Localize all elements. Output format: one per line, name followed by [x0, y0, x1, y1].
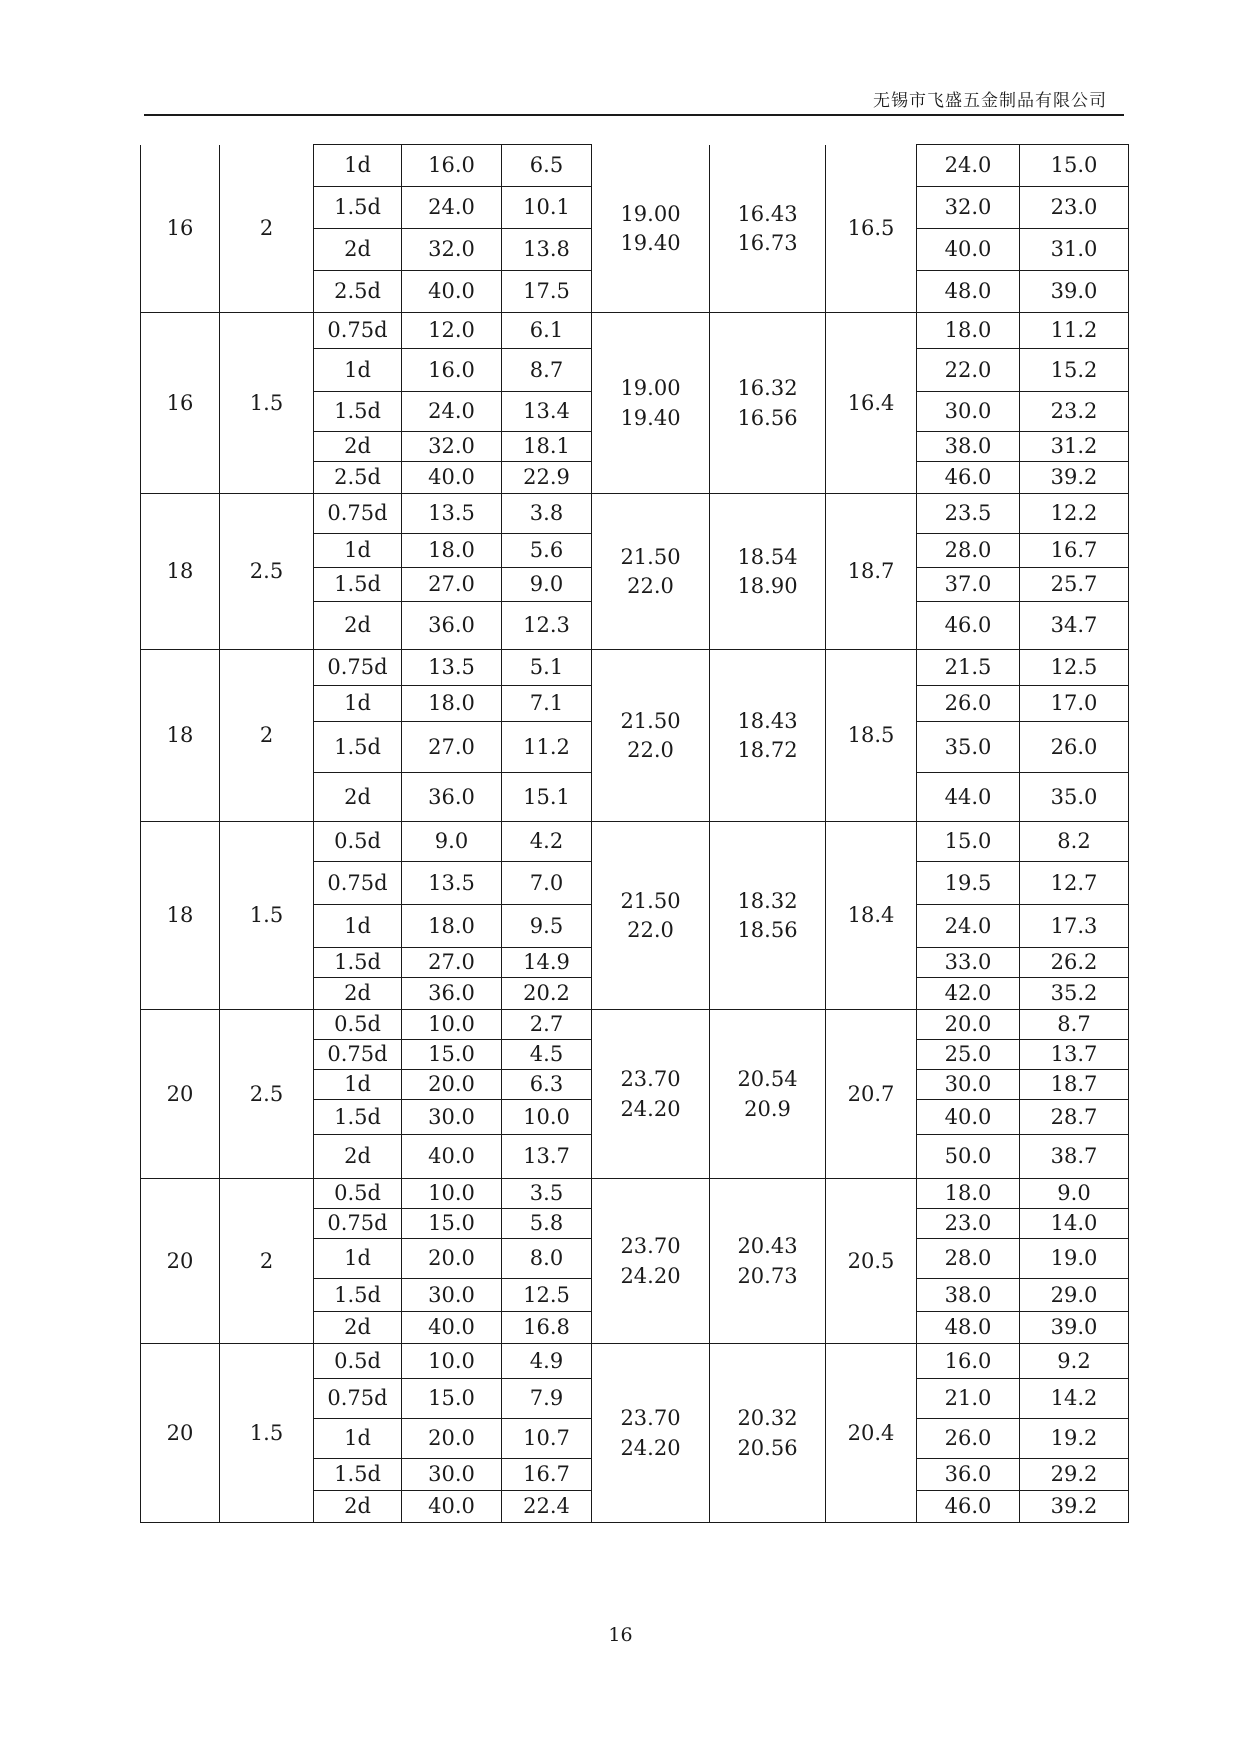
size-cell: 16.5: [826, 145, 917, 313]
value-cell: 12.2: [1020, 494, 1129, 534]
value-cell: 37.0: [917, 568, 1020, 602]
nominal-diameter-cell: 18: [141, 822, 220, 1010]
range-b-cell: [710, 313, 826, 494]
value-cell: 16.8: [502, 1312, 592, 1344]
table-row: [141, 313, 1129, 349]
length-ratio-cell: 0.75d: [314, 313, 402, 349]
thread-spec-table-container: [140, 144, 1129, 1523]
value-cell: 6.5: [502, 145, 592, 187]
value-cell: 15.1: [502, 773, 592, 822]
value-cell: 34.7: [1020, 602, 1129, 650]
length-value-cell: 10.0: [402, 1179, 502, 1209]
pitch-cell: 2.5: [220, 494, 314, 650]
value-cell: 3.5: [502, 1179, 592, 1209]
value-cell: 31.0: [1020, 229, 1129, 271]
table-row: [141, 494, 1129, 534]
value-cell: 17.5: [502, 271, 592, 313]
length-ratio-cell: 1d: [314, 686, 402, 722]
value-cell: 25.0: [917, 1040, 1020, 1070]
value-cell: 8.0: [502, 1239, 592, 1279]
value-cell: 48.0: [917, 271, 1020, 313]
length-value-cell: 16.0: [402, 145, 502, 187]
value-cell: 35.0: [917, 722, 1020, 773]
value-cell: 7.9: [502, 1379, 592, 1419]
value-cell: 8.7: [1020, 1010, 1129, 1040]
length-ratio-cell: 0.75d: [314, 862, 402, 905]
length-value-cell: 36.0: [402, 978, 502, 1010]
value-cell: 22.4: [502, 1491, 592, 1523]
value-cell: 7.0: [502, 862, 592, 905]
nominal-diameter-cell: 16: [141, 313, 220, 494]
range-a-cell-line: 21.50: [620, 888, 681, 913]
range-b-cell-line: 16.32: [737, 376, 798, 401]
value-cell: 46.0: [917, 462, 1020, 494]
table-row: [141, 822, 1129, 862]
value-cell: 16.0: [917, 1344, 1020, 1379]
value-cell: 24.0: [917, 905, 1020, 948]
value-cell: 7.1: [502, 686, 592, 722]
range-a-cell-line: 19.40: [620, 230, 681, 255]
length-value-cell: 36.0: [402, 602, 502, 650]
length-value-cell: 13.5: [402, 494, 502, 534]
value-cell: 12.3: [502, 602, 592, 650]
length-ratio-cell: 1d: [314, 1070, 402, 1100]
value-cell: 36.0: [917, 1459, 1020, 1491]
value-cell: 10.0: [502, 1100, 592, 1135]
range-b-cell-line: 20.54: [737, 1067, 798, 1092]
value-cell: 15.2: [1020, 349, 1129, 392]
length-value-cell: 30.0: [402, 1279, 502, 1312]
value-cell: 21.0: [917, 1379, 1020, 1419]
length-ratio-cell: 2d: [314, 978, 402, 1010]
value-cell: 6.3: [502, 1070, 592, 1100]
nominal-diameter-cell: 20: [141, 1010, 220, 1179]
length-ratio-cell: 0.5d: [314, 822, 402, 862]
header-divider: [144, 114, 1124, 116]
value-cell: 35.0: [1020, 773, 1129, 822]
length-value-cell: 13.5: [402, 862, 502, 905]
length-ratio-cell: 0.75d: [314, 1040, 402, 1070]
value-cell: 8.2: [1020, 822, 1129, 862]
length-value-cell: 27.0: [402, 722, 502, 773]
size-cell: 18.5: [826, 650, 917, 822]
value-cell: 15.0: [917, 822, 1020, 862]
length-ratio-cell: 1.5d: [314, 1279, 402, 1312]
length-value-cell: 10.0: [402, 1010, 502, 1040]
length-ratio-cell: 1d: [314, 905, 402, 948]
range-a-cell-line: 22.0: [627, 918, 674, 942]
range-b-cell: [710, 1010, 826, 1179]
length-value-cell: 13.5: [402, 650, 502, 686]
value-cell: 28.7: [1020, 1100, 1129, 1135]
size-cell: 20.5: [826, 1179, 917, 1344]
length-value-cell: 15.0: [402, 1209, 502, 1239]
length-ratio-cell: 2d: [314, 432, 402, 462]
value-cell: 18.0: [917, 313, 1020, 349]
value-cell: 5.8: [502, 1209, 592, 1239]
size-cell: 20.4: [826, 1344, 917, 1523]
value-cell: 3.8: [502, 494, 592, 534]
value-cell: 30.0: [917, 1070, 1020, 1100]
length-ratio-cell: 2d: [314, 229, 402, 271]
range-a-cell-line: 24.20: [620, 1263, 681, 1288]
range-a-cell-line: 24.20: [620, 1096, 681, 1121]
range-b-cell-line: 18.32: [737, 888, 798, 913]
pitch-cell: 1.5: [220, 822, 314, 1010]
range-a-cell: [592, 145, 710, 313]
range-a-cell: [592, 1179, 710, 1344]
length-value-cell: 18.0: [402, 534, 502, 568]
value-cell: 38.0: [917, 432, 1020, 462]
value-cell: 9.0: [502, 568, 592, 602]
length-value-cell: 20.0: [402, 1239, 502, 1279]
table-row: [141, 145, 1129, 187]
nominal-diameter-cell: 18: [141, 650, 220, 822]
value-cell: 39.2: [1020, 1491, 1129, 1523]
value-cell: 10.1: [502, 187, 592, 229]
table-row: [141, 1344, 1129, 1379]
value-cell: 15.0: [1020, 145, 1129, 187]
value-cell: 16.7: [502, 1459, 592, 1491]
value-cell: 42.0: [917, 978, 1020, 1010]
value-cell: 18.7: [1020, 1070, 1129, 1100]
range-a-cell-line: 21.50: [620, 708, 681, 733]
length-value-cell: 24.0: [402, 187, 502, 229]
value-cell: 30.0: [917, 392, 1020, 432]
nominal-diameter-cell: 20: [141, 1179, 220, 1344]
value-cell: 5.6: [502, 534, 592, 568]
value-cell: 5.1: [502, 650, 592, 686]
value-cell: 21.5: [917, 650, 1020, 686]
value-cell: 39.0: [1020, 271, 1129, 313]
length-ratio-cell: 0.75d: [314, 1379, 402, 1419]
range-a-cell-line: 19.00: [620, 376, 681, 401]
length-value-cell: 40.0: [402, 1135, 502, 1179]
pitch-cell: 1.5: [220, 1344, 314, 1523]
length-ratio-cell: 1d: [314, 349, 402, 392]
length-value-cell: 30.0: [402, 1100, 502, 1135]
pitch-cell: 2: [220, 145, 314, 313]
value-cell: 14.2: [1020, 1379, 1129, 1419]
table-row: [141, 1010, 1129, 1040]
length-value-cell: 12.0: [402, 313, 502, 349]
value-cell: 19.0: [1020, 1239, 1129, 1279]
length-ratio-cell: 2d: [314, 1312, 402, 1344]
range-b-cell-line: 20.9: [744, 1096, 791, 1121]
value-cell: 38.7: [1020, 1135, 1129, 1179]
value-cell: 46.0: [917, 1491, 1020, 1523]
value-cell: 11.2: [1020, 313, 1129, 349]
value-cell: 28.0: [917, 534, 1020, 568]
value-cell: 17.3: [1020, 905, 1129, 948]
range-a-cell-line: 24.20: [620, 1435, 681, 1460]
length-ratio-cell: 2d: [314, 1135, 402, 1179]
range-b-cell-line: 16.43: [737, 201, 798, 226]
page-number: 16: [608, 1624, 633, 1646]
table-row: [141, 1179, 1129, 1209]
pitch-cell: 2.5: [220, 1010, 314, 1179]
size-cell: 16.4: [826, 313, 917, 494]
range-b-cell: [710, 822, 826, 1010]
range-a-cell: [592, 1344, 710, 1523]
company-name: 无锡市飞盛五金制品有限公司: [873, 91, 1107, 111]
value-cell: 29.0: [1020, 1279, 1129, 1312]
value-cell: 14.0: [1020, 1209, 1129, 1239]
range-b-cell-line: 16.73: [737, 230, 798, 255]
value-cell: 19.2: [1020, 1419, 1129, 1459]
range-a-cell: [592, 822, 710, 1010]
length-ratio-cell: 0.5d: [314, 1179, 402, 1209]
value-cell: 4.2: [502, 822, 592, 862]
length-ratio-cell: 1.5d: [314, 1459, 402, 1491]
length-value-cell: 9.0: [402, 822, 502, 862]
length-ratio-cell: 0.75d: [314, 494, 402, 534]
thread-spec-table: [140, 144, 1129, 1523]
value-cell: 4.9: [502, 1344, 592, 1379]
range-a-cell: [592, 650, 710, 822]
nominal-diameter-cell: 18: [141, 494, 220, 650]
length-ratio-cell: 1d: [314, 1239, 402, 1279]
length-value-cell: 18.0: [402, 905, 502, 948]
range-b-cell: [710, 1344, 826, 1523]
range-b-cell: [710, 145, 826, 313]
value-cell: 22.0: [917, 349, 1020, 392]
length-ratio-cell: 1d: [314, 534, 402, 568]
range-b-cell-line: 18.56: [737, 918, 798, 942]
value-cell: 20.2: [502, 978, 592, 1010]
value-cell: 23.0: [917, 1209, 1020, 1239]
value-cell: 16.7: [1020, 534, 1129, 568]
length-ratio-cell: 1d: [314, 1419, 402, 1459]
length-value-cell: 32.0: [402, 432, 502, 462]
length-value-cell: 32.0: [402, 229, 502, 271]
value-cell: 29.2: [1020, 1459, 1129, 1491]
length-ratio-cell: 1.5d: [314, 722, 402, 773]
value-cell: 2.7: [502, 1010, 592, 1040]
range-a-cell-line: 19.00: [620, 201, 681, 226]
range-b-cell-line: 20.56: [737, 1435, 798, 1460]
value-cell: 9.2: [1020, 1344, 1129, 1379]
value-cell: 40.0: [917, 229, 1020, 271]
size-cell: 18.7: [826, 494, 917, 650]
length-value-cell: 15.0: [402, 1040, 502, 1070]
value-cell: 9.5: [502, 905, 592, 948]
value-cell: 28.0: [917, 1239, 1020, 1279]
value-cell: 12.5: [502, 1279, 592, 1312]
range-a-cell-line: 23.70: [620, 1067, 681, 1092]
range-b-cell: [710, 1179, 826, 1344]
range-b-cell-line: 16.56: [737, 405, 798, 430]
length-value-cell: 16.0: [402, 349, 502, 392]
value-cell: 13.7: [1020, 1040, 1129, 1070]
value-cell: 6.1: [502, 313, 592, 349]
length-ratio-cell: 2.5d: [314, 271, 402, 313]
length-value-cell: 40.0: [402, 271, 502, 313]
value-cell: 35.2: [1020, 978, 1129, 1010]
value-cell: 48.0: [917, 1312, 1020, 1344]
length-value-cell: 40.0: [402, 1491, 502, 1523]
length-ratio-cell: 2d: [314, 773, 402, 822]
value-cell: 14.9: [502, 948, 592, 978]
nominal-diameter-cell: 16: [141, 145, 220, 313]
length-ratio-cell: 0.5d: [314, 1344, 402, 1379]
value-cell: 18.0: [917, 1179, 1020, 1209]
value-cell: 9.0: [1020, 1179, 1129, 1209]
value-cell: 17.0: [1020, 686, 1129, 722]
value-cell: 50.0: [917, 1135, 1020, 1179]
value-cell: 13.7: [502, 1135, 592, 1179]
value-cell: 31.2: [1020, 432, 1129, 462]
value-cell: 11.2: [502, 722, 592, 773]
value-cell: 39.0: [1020, 1312, 1129, 1344]
length-value-cell: 10.0: [402, 1344, 502, 1379]
value-cell: 46.0: [917, 602, 1020, 650]
length-value-cell: 27.0: [402, 568, 502, 602]
value-cell: 10.7: [502, 1419, 592, 1459]
length-ratio-cell: 2d: [314, 1491, 402, 1523]
value-cell: 13.8: [502, 229, 592, 271]
length-ratio-cell: 1.5d: [314, 187, 402, 229]
length-value-cell: 15.0: [402, 1379, 502, 1419]
value-cell: 13.4: [502, 392, 592, 432]
range-b-cell-line: 18.72: [737, 738, 798, 762]
value-cell: 26.0: [1020, 722, 1129, 773]
pitch-cell: 2: [220, 1179, 314, 1344]
range-a-cell-line: 23.70: [620, 1234, 681, 1259]
length-ratio-cell: 0.75d: [314, 650, 402, 686]
range-a-cell-line: 21.50: [620, 544, 681, 569]
pitch-cell: 1.5: [220, 313, 314, 494]
length-ratio-cell: 1.5d: [314, 948, 402, 978]
range-b-cell-line: 20.43: [737, 1234, 798, 1259]
length-ratio-cell: 1d: [314, 145, 402, 187]
size-cell: 20.7: [826, 1010, 917, 1179]
value-cell: 26.0: [917, 686, 1020, 722]
length-ratio-cell: 1.5d: [314, 392, 402, 432]
value-cell: 39.2: [1020, 462, 1129, 494]
length-value-cell: 20.0: [402, 1070, 502, 1100]
value-cell: 26.0: [917, 1419, 1020, 1459]
length-ratio-cell: 0.5d: [314, 1010, 402, 1040]
length-value-cell: 40.0: [402, 1312, 502, 1344]
size-cell: 18.4: [826, 822, 917, 1010]
length-ratio-cell: 1.5d: [314, 1100, 402, 1135]
range-a-cell-line: 19.40: [620, 405, 681, 430]
length-value-cell: 27.0: [402, 948, 502, 978]
range-b-cell-line: 18.90: [737, 574, 798, 598]
value-cell: 32.0: [917, 187, 1020, 229]
range-a-cell: [592, 313, 710, 494]
range-a-cell: [592, 494, 710, 650]
value-cell: 33.0: [917, 948, 1020, 978]
length-ratio-cell: 1.5d: [314, 568, 402, 602]
length-ratio-cell: 2d: [314, 602, 402, 650]
value-cell: 23.0: [1020, 187, 1129, 229]
value-cell: 23.2: [1020, 392, 1129, 432]
range-b-cell-line: 20.73: [737, 1263, 798, 1288]
range-a-cell-line: 23.70: [620, 1406, 681, 1431]
range-a-cell-line: 22.0: [627, 574, 674, 598]
value-cell: 12.5: [1020, 650, 1129, 686]
length-ratio-cell: 0.75d: [314, 1209, 402, 1239]
length-value-cell: 18.0: [402, 686, 502, 722]
value-cell: 24.0: [917, 145, 1020, 187]
value-cell: 4.5: [502, 1040, 592, 1070]
range-b-cell-line: 18.54: [737, 544, 798, 569]
range-a-cell: [592, 1010, 710, 1179]
value-cell: 18.1: [502, 432, 592, 462]
value-cell: 40.0: [917, 1100, 1020, 1135]
nominal-diameter-cell: 20: [141, 1344, 220, 1523]
length-value-cell: 24.0: [402, 392, 502, 432]
value-cell: 12.7: [1020, 862, 1129, 905]
range-b-cell: [710, 650, 826, 822]
value-cell: 44.0: [917, 773, 1020, 822]
value-cell: 19.5: [917, 862, 1020, 905]
range-a-cell-line: 22.0: [627, 738, 674, 762]
range-b-cell: [710, 494, 826, 650]
value-cell: 20.0: [917, 1010, 1020, 1040]
range-b-cell-line: 18.43: [737, 708, 798, 733]
length-value-cell: 30.0: [402, 1459, 502, 1491]
length-ratio-cell: 2.5d: [314, 462, 402, 494]
length-value-cell: 40.0: [402, 462, 502, 494]
value-cell: 23.5: [917, 494, 1020, 534]
value-cell: 22.9: [502, 462, 592, 494]
value-cell: 8.7: [502, 349, 592, 392]
value-cell: 25.7: [1020, 568, 1129, 602]
length-value-cell: 20.0: [402, 1419, 502, 1459]
pitch-cell: 2: [220, 650, 314, 822]
table-row: [141, 650, 1129, 686]
value-cell: 26.2: [1020, 948, 1129, 978]
value-cell: 38.0: [917, 1279, 1020, 1312]
range-b-cell-line: 20.32: [737, 1406, 798, 1431]
length-value-cell: 36.0: [402, 773, 502, 822]
